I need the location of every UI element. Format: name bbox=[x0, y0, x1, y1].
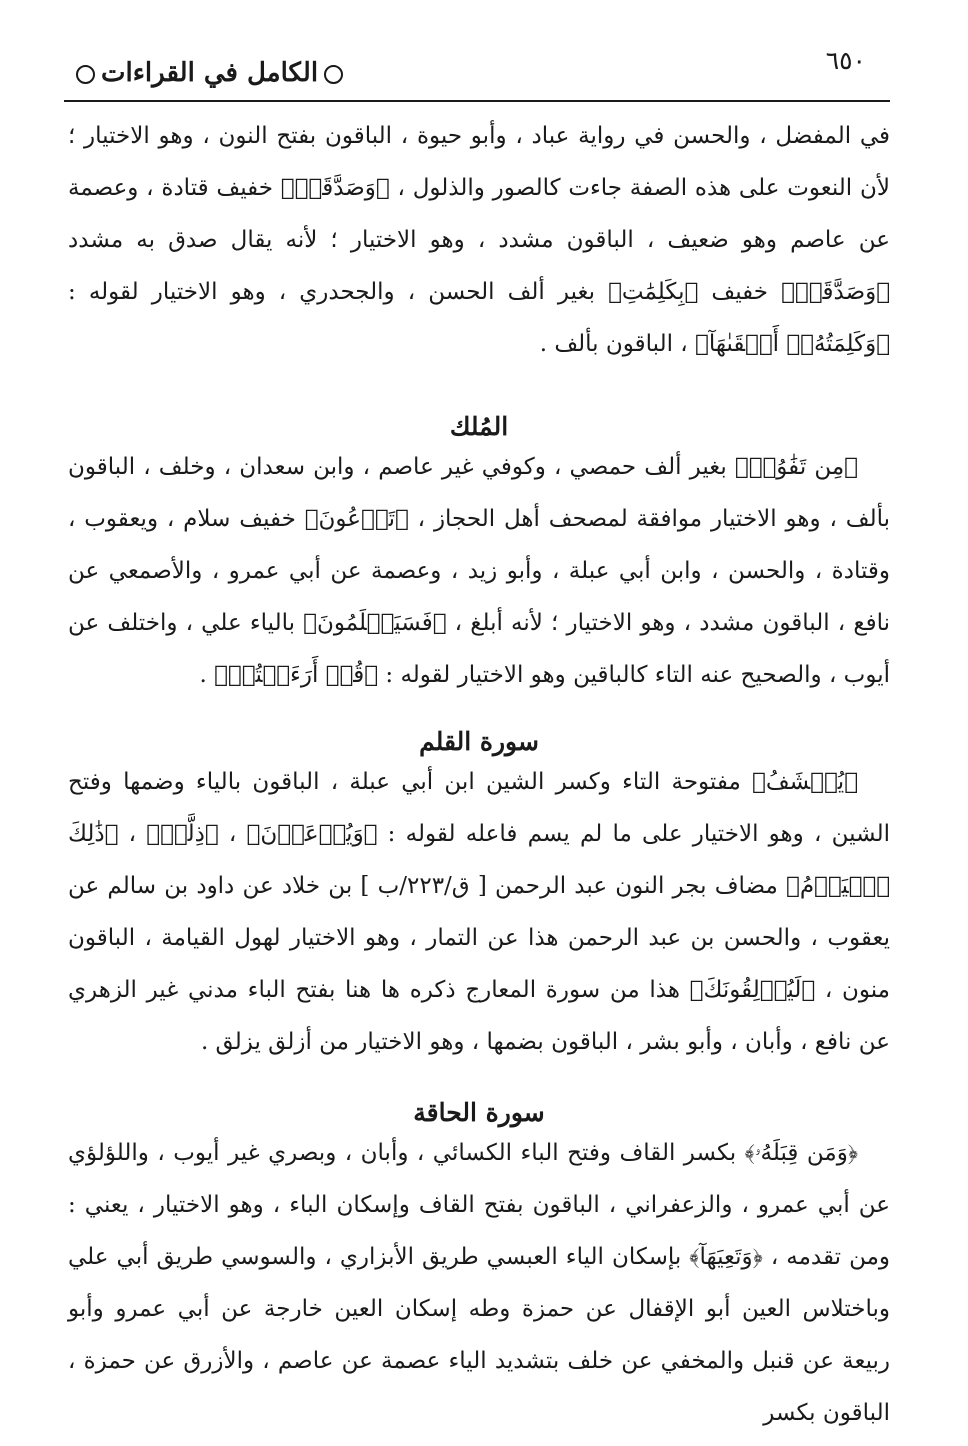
text-line: بضمها ، وهو الاختيار من أزلق يزلق . bbox=[200, 1029, 544, 1055]
text-line: ﴿وَمَن قِبَلَهُۥ﴾ بكسر القاف وفتح الباء الكسائي ، وأبان ، وبصري غير أيوب ، واللؤلؤي bbox=[68, 1140, 858, 1166]
text-line: بجر النون عبد الرحمن [ ق/٢٢٣/ب ] بن خلاد عن داود بن سالم عن يعقوب ، والحسن بن bbox=[68, 873, 891, 951]
page-body bbox=[68, 110, 890, 1439]
text-line: وباختلاس العين أبو الإقفال عن حمزة وطه إسكان العين خارجة عن أبي عمرو وأبو ربيعة عن bbox=[68, 1296, 891, 1374]
text-line: وهو الاختيار على ما لم يسم فاعله لقوله : ﴿وَيُدۡعَوۡنَ﴾ ، ﴿ذِلَّةٞ﴾ ، ﴿ذَٰلِكَ ٱلۡيَوۡمُ﴾ مضاف bbox=[68, 821, 891, 899]
text-line: عن أبي عمرو ، والزعفراني ، الباقون بفتح القاف وإسكان الباء ، وهو الاختيار ، يعني : ومن bbox=[68, 1192, 891, 1270]
section-heading: المُلك bbox=[449, 412, 509, 441]
circle-ornament-icon bbox=[76, 65, 95, 84]
section-heading: سورة الحاقة bbox=[413, 1098, 545, 1127]
section-heading: سورة القلم bbox=[419, 727, 539, 756]
running-title bbox=[70, 58, 349, 88]
section-al-qalam bbox=[68, 727, 890, 1068]
paragraph bbox=[68, 441, 890, 701]
section-continuation bbox=[68, 110, 890, 370]
paragraph bbox=[68, 756, 890, 1068]
circle-ornament-icon bbox=[324, 65, 343, 84]
text-line: خفيف ﴿بِكَلِمَٰتِ﴾ بغير ألف الحسن ، والجحدري ، وهو الاختيار لقوله : ﴿وَكَلِمَتُهُۥٓ bbox=[68, 279, 890, 357]
text-line: تقدمه ، ﴿وَتَعِيَهَآ﴾ بإسكان الياء العبسي طريق الأبزاري ، والسوسي طريق أبي علي bbox=[68, 1244, 842, 1270]
text-line: والصحيح عنه التاء كالباقين وهو الاختيار لقوله : ﴿قُلۡ أَرَءَيۡتُمۡ﴾ . bbox=[199, 662, 822, 688]
page-number: ٦٥٠ bbox=[825, 46, 866, 75]
text-line: الباقون مشدد ، وهو الاختيار ؛ لأنه أبلغ ، ﴿فَسَيَعۡلَمُونَ﴾ بالياء علي ، واختلف عن أيوب ، bbox=[68, 610, 890, 688]
text-line: ﴿يُكۡشَفُ﴾ مفتوحة التاء وكسر الشين ابن أبي عبلة ، الباقون بالياء وضمها وفتح الشين ، bbox=[68, 769, 890, 847]
text-line: عبد الرحمن هذا عن التمار ، وهو الاختيار لهول القيامة ، الباقون منون ، ﴿لَيُزۡلِقُونَكَ﴾ هذا من bbox=[68, 925, 891, 1003]
text-line: بألف ، وهو الاختيار موافقة لمصحف أهل الحجاز ، ﴿تَدۡعُونَ﴾ خفيف سلام ، ويعقوب ، bbox=[68, 506, 890, 532]
text-line: أَلۡقَىٰهَآ﴾ ، الباقون بألف . bbox=[539, 331, 780, 357]
text-line: في المفضل ، والحسن في رواية عباد ، وأبو حيوة ، الباقون بفتح النون ، وهو الاختيار ؛ لأن bbox=[68, 123, 891, 201]
book-title-text: الكامل في القراءات bbox=[101, 58, 319, 88]
paragraph bbox=[68, 1127, 890, 1439]
text-line: ﴿مِن تَفَٰوُتٖ﴾ بغير ألف حمصي ، وكوفي غير عاصم ، وابن سعدان ، وخلف ، الباقون bbox=[68, 454, 858, 480]
text-line: وقتادة ، والحسن ، وابن أبي عبلة ، وأبو زيد ، وعصمة عن أبي عمرو ، والأصمعي عن نافع ، bbox=[68, 558, 890, 636]
text-line: النعوت على هذه الصفة جاءت كالصور والذلول ، ﴿وَصَدَّقَتۡ﴾ خفيف قتادة ، وعصمة عن bbox=[68, 175, 890, 253]
text-line: سورة المعارج ذكره ها هنا بفتح الباء مدني غير الزهري عن نافع ، وأبان ، وأبو بشر ، الباقون bbox=[68, 977, 890, 1055]
paragraph bbox=[68, 110, 890, 370]
section-al-mulk bbox=[68, 412, 890, 701]
header-rule bbox=[64, 100, 890, 102]
text-line: قنبل والمخفي عن خلف بتشديد الياء عصمة عن عاصم ، والأزرق عن حمزة ، الباقون بكسر bbox=[68, 1348, 890, 1426]
page-header bbox=[62, 44, 888, 100]
section-al-haqqah bbox=[68, 1098, 890, 1439]
text-line: عاصم وهو ضعيف ، الباقون مشدد ، وهو الاختيار ؛ لأنه يقال صدق به مشدد ﴿وَصَدَّقَتۡ﴾ bbox=[68, 227, 891, 305]
